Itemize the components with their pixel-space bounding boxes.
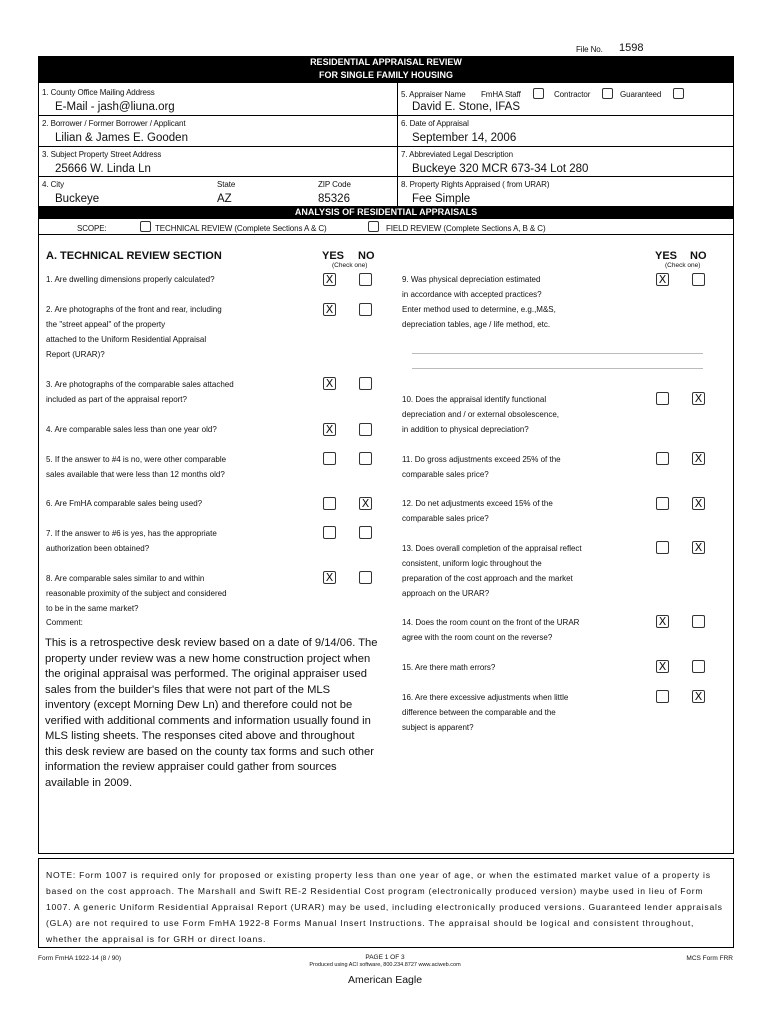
state-value: AZ	[217, 193, 232, 205]
q12-no-checkbox[interactable]: X	[692, 497, 705, 510]
title-line-1: RESIDENTIAL APPRAISAL REVIEW	[310, 57, 462, 67]
legal-label: 7. Abbreviated Legal Description	[401, 150, 513, 159]
title-line-2: FOR SINGLE FAMILY HOUSING	[318, 70, 453, 80]
right-no-header: NO	[690, 250, 707, 262]
q7-yes-checkbox[interactable]	[323, 526, 336, 539]
appraiser-label: 5. Appraiser Name	[401, 90, 466, 99]
method-line-2[interactable]	[412, 368, 703, 369]
q11-no-checkbox[interactable]: X	[692, 452, 705, 465]
question-7: 7. If the answer to #6 is yes, has the appropriate authorization been obtained?	[46, 529, 217, 553]
question-12: 12. Do net adjustments exceed 15% of the comparable sales price?	[402, 499, 553, 523]
q5-no-checkbox[interactable]	[359, 452, 372, 465]
state-label: State	[217, 180, 236, 189]
q13-yes-checkbox[interactable]	[656, 541, 669, 554]
q1-no-checkbox[interactable]	[359, 273, 372, 286]
field-review-checkbox[interactable]	[368, 221, 379, 232]
q15-yes-checkbox[interactable]: X	[656, 660, 669, 673]
file-no-value: 1598	[619, 42, 644, 54]
street-label: 3. Subject Property Street Address	[42, 150, 162, 159]
question-9: 9. Was physical depreciation estimated in accordance with accepted practices? Enter method used to determine, e.g.,M&S, depreciation tables, age / life method, etc.	[402, 275, 556, 329]
q16-no-checkbox[interactable]: X	[692, 690, 705, 703]
question-1: 1. Are dwelling dimensions properly calculated?	[46, 275, 215, 284]
contractor-checkbox[interactable]	[602, 88, 613, 99]
date-label: 6. Date of Appraisal	[401, 119, 469, 128]
q6-yes-checkbox[interactable]	[323, 497, 336, 510]
rights-value: Fee Simple	[412, 193, 471, 205]
footer-produced: Produced using ACI software, 800.234.8727 www.aciweb.com	[309, 962, 461, 968]
date-value: September 14, 2006	[412, 132, 517, 144]
q13-no-checkbox[interactable]: X	[692, 541, 705, 554]
appraiser-value: David E. Stone, IFAS	[412, 101, 521, 113]
scope-label: SCOPE:	[77, 224, 107, 233]
q12-yes-checkbox[interactable]	[656, 497, 669, 510]
contractor-label: Contractor	[554, 90, 591, 99]
section-a-title: A. TECHNICAL REVIEW SECTION	[46, 250, 222, 262]
q9-no-checkbox[interactable]	[692, 273, 705, 286]
q14-no-checkbox[interactable]	[692, 615, 705, 628]
guaranteed-label: Guaranteed	[620, 90, 662, 99]
left-check-one: (Check one)	[332, 262, 368, 269]
q4-yes-checkbox[interactable]: X	[323, 423, 336, 436]
footer-mcs-form: MCS Form FRR	[686, 955, 733, 962]
scope-technical: TECHNICAL REVIEW (Complete Sections A & C)	[155, 224, 327, 233]
note-text: NOTE: Form 1007 is required only for proposed or existing property less than one year of age, or when the estimated market value of a property is based on the cost approach. The Marshall and Swift RE-2 Residential Cost program (electronically produced version) maybe used in lieu of Form 1007. A generic Uniform Residential Appraisal Report (URAR) may be used, including electronically produced versions. Guaranteed lender appraisals (GLA) are not required to use Form FmHA 1922-8 Forms Manual Insert Instructions. The appraisal should be logical and consistent throughout, whether the appraisal is for GRH or direct loans.	[46, 870, 723, 944]
question-13: 13. Does overall completion of the appraisal reflect consistent, uniform logic throughout the preparation of the cost approach and the market approach on the URAR?	[402, 544, 582, 598]
form-title	[38, 56, 734, 83]
technical-review-checkbox[interactable]	[140, 221, 151, 232]
q2-no-checkbox[interactable]	[359, 303, 372, 316]
question-11: 11. Do gross adjustments exceed 25% of the comparable sales price?	[402, 455, 561, 479]
q7-no-checkbox[interactable]	[359, 526, 372, 539]
q15-no-checkbox[interactable]	[692, 660, 705, 673]
note-box	[38, 858, 734, 948]
fmha-staff-label: FmHA Staff	[481, 90, 521, 99]
q6-no-checkbox[interactable]: X	[359, 497, 372, 510]
question-16: 16. Are there excessive adjustments when little difference between the comparable and the subject is apparent?	[402, 693, 569, 732]
q8-no-checkbox[interactable]	[359, 571, 372, 584]
question-2: 2. Are photographs of the front and rear, including the "street appeal" of the property attached to the Uniform Residential Appraisal Report (URAR)?	[46, 305, 222, 359]
company-name: American Eagle	[347, 974, 423, 986]
q10-no-checkbox[interactable]: X	[692, 392, 705, 405]
question-3: 3. Are photographs of the comparable sales attached included as part of the appraisal report?	[46, 380, 234, 404]
q16-yes-checkbox[interactable]	[656, 690, 669, 703]
comment-text: This is a retrospective desk review based on a date of 9/14/06. The property under review was a new home construction project when the original appraisal was performed. The original appraiser used sales from the builder's files that were not part of the MLS inventory (except Morning Dew Ln) and therefore could not be verified with additional comments and information usually found in MLS listing sheets. The responses cited above and throughout this desk review are based on the county tax forms and such other information the review appraiser could gather from sources available in 2009.	[45, 637, 378, 789]
county-value: E-Mail - jash@liuna.org	[55, 101, 175, 113]
q11-yes-checkbox[interactable]	[656, 452, 669, 465]
q10-yes-checkbox[interactable]	[656, 392, 669, 405]
legal-value: Buckeye 320 MCR 673-34 Lot 280	[412, 163, 589, 175]
q1-yes-checkbox[interactable]: X	[323, 273, 336, 286]
analysis-title: ANALYSIS OF RESIDENTIAL APPRAISALS	[38, 206, 734, 219]
q14-yes-checkbox[interactable]: X	[656, 615, 669, 628]
q5-yes-checkbox[interactable]	[323, 452, 336, 465]
zip-label: ZIP Code	[318, 180, 351, 189]
borrower-label: 2. Borrower / Former Borrower / Applicant	[42, 119, 186, 128]
q2-yes-checkbox[interactable]: X	[323, 303, 336, 316]
question-4: 4. Are comparable sales less than one year old?	[46, 425, 217, 434]
zip-value: 85326	[318, 193, 350, 205]
question-5: 5. If the answer to #4 is no, were other comparable sales available that were less than 12 months old?	[46, 455, 227, 479]
method-line-1[interactable]	[412, 353, 703, 354]
left-yes-header: YES	[322, 250, 345, 262]
q3-no-checkbox[interactable]	[359, 377, 372, 390]
fmha-staff-checkbox[interactable]	[533, 88, 544, 99]
question-10: 10. Does the appraisal identify functional depreciation and / or external obsolescence, in addition to physical depreciation?	[402, 395, 559, 434]
rights-label: 8. Property Rights Appraised ( from URAR)	[401, 180, 550, 189]
city-value: Buckeye	[55, 193, 100, 205]
question-14: 14. Does the room count on the front of the URAR agree with the room count on the reverse?	[402, 618, 580, 642]
question-6: 6. Are FmHA comparable sales being used?	[46, 499, 203, 508]
question-15: 15. Are there math errors?	[402, 663, 496, 672]
left-no-header: NO	[358, 250, 375, 262]
question-8: 8. Are comparable sales similar to and within reasonable proximity of the subject and considered to be in the same market?	[46, 574, 227, 613]
footer-page: PAGE 1 OF 3	[365, 954, 405, 961]
borrower-value: Lilian & James E. Gooden	[55, 132, 188, 144]
q4-no-checkbox[interactable]	[359, 423, 372, 436]
guaranteed-checkbox[interactable]	[673, 88, 684, 99]
right-yes-header: YES	[655, 250, 678, 262]
file-no-label: File No.	[576, 45, 603, 54]
q9-yes-checkbox[interactable]: X	[656, 273, 669, 286]
q3-yes-checkbox[interactable]: X	[323, 377, 336, 390]
comment-label: Comment:	[46, 618, 83, 627]
right-check-one: (Check one)	[665, 262, 701, 269]
scope-field: FIELD REVIEW (Complete Sections A, B & C)	[386, 224, 546, 233]
q8-yes-checkbox[interactable]: X	[323, 571, 336, 584]
street-value: 25666 W. Linda Ln	[55, 163, 151, 175]
county-label: 1. County Office Mailing Address	[42, 88, 155, 97]
city-label: 4. City	[42, 180, 64, 189]
footer-form-number: Form FmHA 1922-14 (8 / 90)	[38, 955, 122, 962]
